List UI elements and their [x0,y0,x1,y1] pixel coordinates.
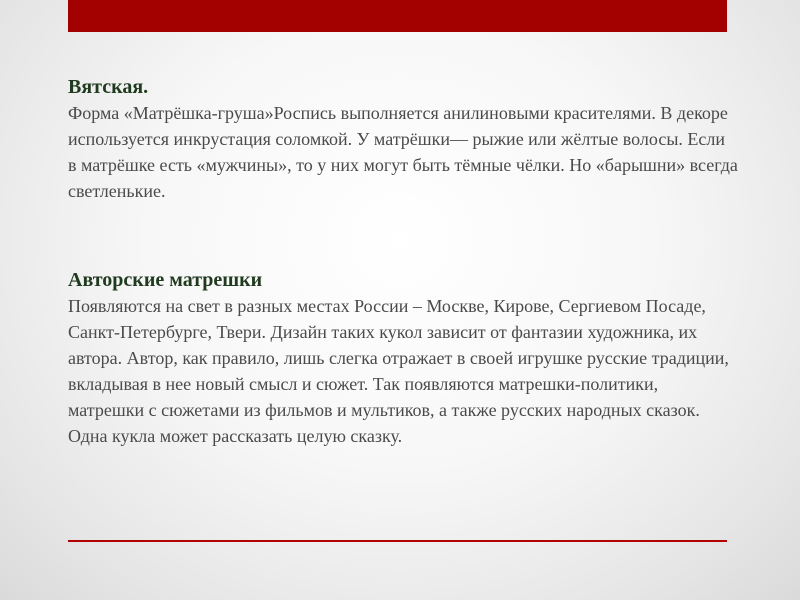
section-heading-vyatka: Вятская. [68,76,149,98]
bottom-divider [68,540,727,542]
section-text-vyatka: Форма «Матрёшка-груша»Роспись выполняется анилиновыми красителями. В декоре используется инкрустация соломкой. У матрёшки— рыжие или жёлтые волосы. Если в матрёшке есть «мужчины», то у них могут быть тёмные чёлки. Но «барышни» всегда светленькие. [68,103,738,201]
top-accent-bar [68,0,727,32]
section-heading-author-dolls: Авторские матрешки [68,269,263,291]
slide-content [68,74,738,449]
section-text-author-dolls: Появляются на свет в разных местах России – Москве, Кирове, Сергиевом Посаде, Санкт-Петербурге, Твери. Дизайн таких кукол зависит от фантазии художника, их автора. Автор, как правило, лишь слегка отражает в своей игрушке русские традиции, вкладывая в нее новый смысл и сюжет. Так появляются матрешки-политики, матрешки с сюжетами из фильмов и мультиков, а также русских народных сказок. Одна кукла может рассказать целую сказку. [68,296,729,446]
